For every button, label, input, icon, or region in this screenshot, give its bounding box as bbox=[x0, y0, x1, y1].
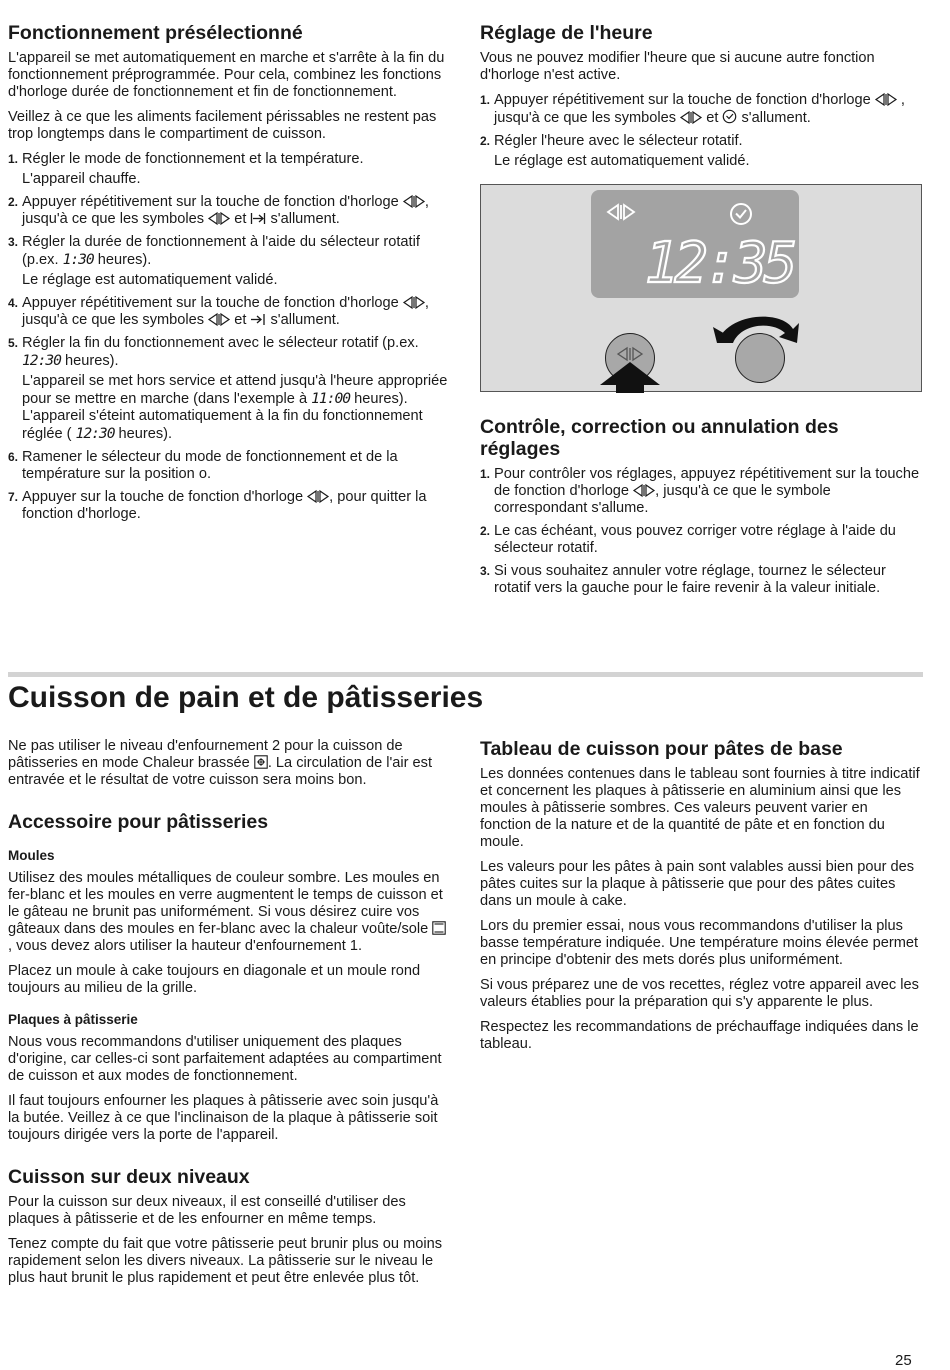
clock-function-icon bbox=[607, 204, 635, 220]
steps-list bbox=[8, 151, 450, 523]
steps-list bbox=[480, 92, 922, 170]
step-number: 1. bbox=[480, 467, 491, 481]
column-left-top bbox=[8, 22, 450, 529]
clock-function-icon bbox=[208, 313, 230, 326]
step-number: 3. bbox=[8, 235, 19, 249]
steps-list bbox=[480, 466, 922, 597]
step-number: 2. bbox=[480, 134, 491, 148]
step-text: Régler le mode de fonctionnement et la température. bbox=[22, 151, 364, 167]
heading-set-time: Réglage de l'heure bbox=[480, 22, 653, 44]
step-text: Le cas échéant, vous pouvez corriger votre réglage à l'aide du sélecteur rotatif. bbox=[494, 523, 896, 556]
paragraph: Il faut toujours enfourner les plaques à pâtisserie avec soin jusqu'à la butée. Veillez à ce que l'inclinaison de la plaque à pâtisserie soit toujours dirigée vers la porte de l'appareil. bbox=[8, 1093, 439, 1143]
paragraph: Tenez compte du fait que votre pâtisserie peut brunir plus ou moins rapidement selon les divers niveaux. La pâtisserie sur le niveau le plus haut brunit le plus rapidement et peut être enlevée plus tôt. bbox=[8, 1236, 442, 1286]
section-divider bbox=[8, 672, 923, 677]
display-time-text: 12:35 bbox=[644, 231, 794, 296]
step-result bbox=[22, 373, 450, 443]
step-text: Régler l'heure avec le sélecteur rotatif. bbox=[494, 133, 743, 149]
page-number: 25 bbox=[895, 1352, 912, 1369]
list-item bbox=[8, 489, 450, 523]
duration-icon bbox=[250, 212, 266, 225]
step-text: et bbox=[234, 211, 247, 227]
display-value: 12:30 bbox=[22, 352, 61, 369]
list-item bbox=[480, 563, 922, 597]
subheading-moules: Moules bbox=[8, 848, 55, 863]
list-item bbox=[480, 133, 922, 170]
paragraph: Lors du premier essai, nous vous recommandons d'utiliser la plus basse température indiquée. Une température moins élevée permet en principe d'obtenir des mets dorés plus uniformément. bbox=[480, 918, 919, 968]
list-item bbox=[480, 92, 922, 127]
step-text: , jusqu'à ce que les symboles bbox=[22, 194, 429, 227]
step-result-text: L'appareil se met hors service et attend jusqu'à l'heure appropriée pour se mettre en marche (dans l'exemple à bbox=[22, 373, 448, 407]
display-value: 11:00 bbox=[311, 390, 351, 407]
clock-icon bbox=[722, 109, 737, 124]
paragraph bbox=[8, 870, 450, 955]
step-text: , jusqu'à ce que les symboles bbox=[494, 92, 905, 126]
step-text: s'allument. bbox=[270, 312, 340, 328]
column-right-top bbox=[480, 22, 922, 603]
step-text: heures). bbox=[97, 252, 152, 268]
column-left-bottom bbox=[8, 738, 450, 1295]
clock-function-icon bbox=[617, 347, 643, 361]
heading-preselected-operation: Fonctionnement présélectionné bbox=[8, 22, 303, 44]
clock-function-icon bbox=[403, 195, 425, 208]
time-display bbox=[644, 231, 794, 296]
step-text: heures). bbox=[65, 353, 119, 369]
list-item bbox=[8, 335, 450, 443]
step-result-text: heures). bbox=[118, 426, 173, 442]
press-arrow-icon bbox=[599, 361, 661, 393]
step-text: Régler la durée de fonctionnement à l'aide du sélecteur rotatif (p.ex. bbox=[22, 234, 420, 268]
paragraph: Les valeurs pour les pâtes à pain sont valables aussi bien pour des pâtes cuites sur la plaque à pâtisserie que pour des pâtes cuites dans un moule à cake. bbox=[480, 859, 915, 909]
step-number: 2. bbox=[480, 524, 491, 538]
step-text: , pour quitter la fonction d'horloge. bbox=[22, 489, 427, 522]
clock-function-icon bbox=[680, 111, 702, 124]
paragraph-text: Utilisez des moules métalliques de couleur sombre. Les moules en fer-blanc et les moules en verre augmentent le temps de cuisson et le gâteau ne brunit pas uniformément. Si vous désirez cuire vos gâteaux dans des moules en fer-blanc avec la chaleur voûte/sole bbox=[8, 870, 443, 937]
list-item bbox=[8, 194, 450, 228]
paragraph: L'appareil se met automatiquement en marche et s'arrête à la fin du fonctionnement préprogrammée. Pour cela, combinez les fonctions d'horloge durée de fonctionnement et fin de fonctionnement. bbox=[8, 50, 445, 100]
step-text: Appuyer répétitivement sur la touche de fonction d'horloge bbox=[494, 92, 871, 108]
step-number: 1. bbox=[480, 93, 491, 107]
display-value: 12:30 bbox=[75, 425, 115, 442]
paragraph: Respectez les recommandations de préchauffage indiquées dans le tableau. bbox=[480, 1019, 919, 1052]
clock-function-icon bbox=[875, 93, 897, 106]
list-item bbox=[8, 151, 450, 188]
heading-two-levels: Cuisson sur deux niveaux bbox=[8, 1166, 250, 1188]
step-result-text: heures). L'appareil s'éteint automatiquement à la fin du fonctionnement réglée ( bbox=[22, 391, 423, 442]
list-item bbox=[480, 523, 922, 557]
list-item bbox=[8, 295, 450, 329]
step-text: Appuyer sur la touche de fonction d'horloge bbox=[22, 489, 304, 505]
step-result: L'appareil chauffe. bbox=[22, 171, 141, 187]
step-result: Le réglage est automatiquement validé. bbox=[494, 153, 750, 169]
heading-control-correction: Contrôle, correction ou annulation des réglages bbox=[480, 416, 839, 460]
section-title: Cuisson de pain et de pâtisseries bbox=[8, 681, 484, 714]
clock-function-icon bbox=[307, 490, 329, 503]
clock-icon bbox=[729, 202, 753, 226]
step-text: , jusqu'à ce que les symboles bbox=[22, 295, 429, 328]
step-number: 6. bbox=[8, 450, 19, 464]
step-text: Pour contrôler vos réglages, appuyez répétitivement sur la touche de fonction d'horloge bbox=[494, 466, 920, 499]
display-value: 1:30 bbox=[62, 251, 94, 268]
step-number: 3. bbox=[480, 564, 491, 578]
paragraph bbox=[8, 738, 450, 789]
heading-accessories: Accessoire pour pâtisseries bbox=[8, 811, 269, 833]
step-result: Le réglage est automatiquement validé. bbox=[22, 272, 278, 288]
rotate-arrow-icon bbox=[713, 305, 801, 345]
step-number: 2. bbox=[8, 195, 19, 209]
list-item bbox=[480, 466, 922, 517]
step-text: et bbox=[234, 312, 247, 328]
step-number: 1. bbox=[8, 152, 19, 166]
paragraph-text: Ne pas utiliser le niveau d'enfournement 2 pour la cuisson de pâtisseries en mode Chaleur brassée bbox=[8, 738, 403, 771]
step-number: 5. bbox=[8, 336, 19, 350]
step-text: Régler la fin du fonctionnement avec le sélecteur rotatif (p.ex. bbox=[22, 335, 419, 351]
clock-function-icon bbox=[633, 484, 655, 497]
end-time-icon bbox=[250, 313, 266, 326]
oven-control-illustration bbox=[480, 184, 922, 392]
clock-function-icon bbox=[208, 212, 230, 225]
paragraph-text: , vous devez alors utiliser la hauteur d'enfournement 1. bbox=[8, 938, 363, 954]
display-panel bbox=[591, 190, 799, 298]
paragraph: Pour la cuisson sur deux niveaux, il est conseillé d'utiliser des plaques à pâtisserie et de les enfourner en même temps. bbox=[8, 1194, 406, 1227]
paragraph: Placez un moule à cake toujours en diagonale et un moule rond toujours au milieu de la grille. bbox=[8, 963, 421, 996]
step-text: s'allument. bbox=[741, 110, 811, 126]
list-item bbox=[8, 234, 450, 289]
step-text: , jusqu'à ce que le symbole correspondant s'allume. bbox=[494, 483, 831, 516]
step-text: Si vous souhaitez annuler votre réglage, tournez le sélecteur rotatif vers la gauche pour le faire revenir à la valeur initiale. bbox=[494, 563, 886, 596]
clock-function-icon bbox=[403, 296, 425, 309]
step-text: Appuyer répétitivement sur la touche de fonction d'horloge bbox=[22, 194, 399, 210]
column-right-bottom bbox=[480, 738, 922, 1061]
step-number: 4. bbox=[8, 296, 19, 310]
paragraph: Les données contenues dans le tableau sont fournies à titre indicatif et concernent les plaques à pâtisserie en aluminium ainsi que les moules à pâtisserie sombres. Ces valeurs peuvent varier en fonction de la nature et de la quantité de pâte et en fonction du moule. bbox=[480, 766, 920, 850]
hot-air-icon bbox=[254, 755, 268, 769]
paragraph: Si vous préparez une de vos recettes, réglez votre appareil avec les valeurs établies pour la préparation qui s'y apparente le plus. bbox=[480, 977, 919, 1010]
step-text: s'allument. bbox=[270, 211, 340, 227]
paragraph: Veillez à ce que les aliments facilement périssables ne restent pas trop longtemps dans le compartiment de cuisson. bbox=[8, 109, 437, 142]
paragraph: Nous vous recommandons d'utiliser uniquement des plaques d'origine, car celles-ci sont parfaitement adaptées au compartiment de cuisson et aux modes de fonctionnement. bbox=[8, 1034, 442, 1084]
top-bottom-heat-icon bbox=[432, 921, 446, 935]
step-text: Ramener le sélecteur du mode de fonctionnement et de la température sur la position o. bbox=[22, 449, 398, 482]
step-number: 7. bbox=[8, 490, 19, 504]
paragraph: Vous ne pouvez modifier l'heure que si aucune autre fonction d'horloge n'est active. bbox=[480, 50, 875, 83]
paragraph-text: . La circulation de l'air est entravée et le résultat de votre cuisson sera moins bon. bbox=[8, 755, 433, 788]
step-text: Appuyer répétitivement sur la touche de fonction d'horloge bbox=[22, 295, 399, 311]
subheading-plaques: Plaques à pâtisserie bbox=[8, 1012, 138, 1027]
list-item bbox=[8, 449, 450, 483]
heading-baking-table: Tableau de cuisson pour pâtes de base bbox=[480, 738, 843, 760]
step-text: et bbox=[706, 110, 719, 126]
